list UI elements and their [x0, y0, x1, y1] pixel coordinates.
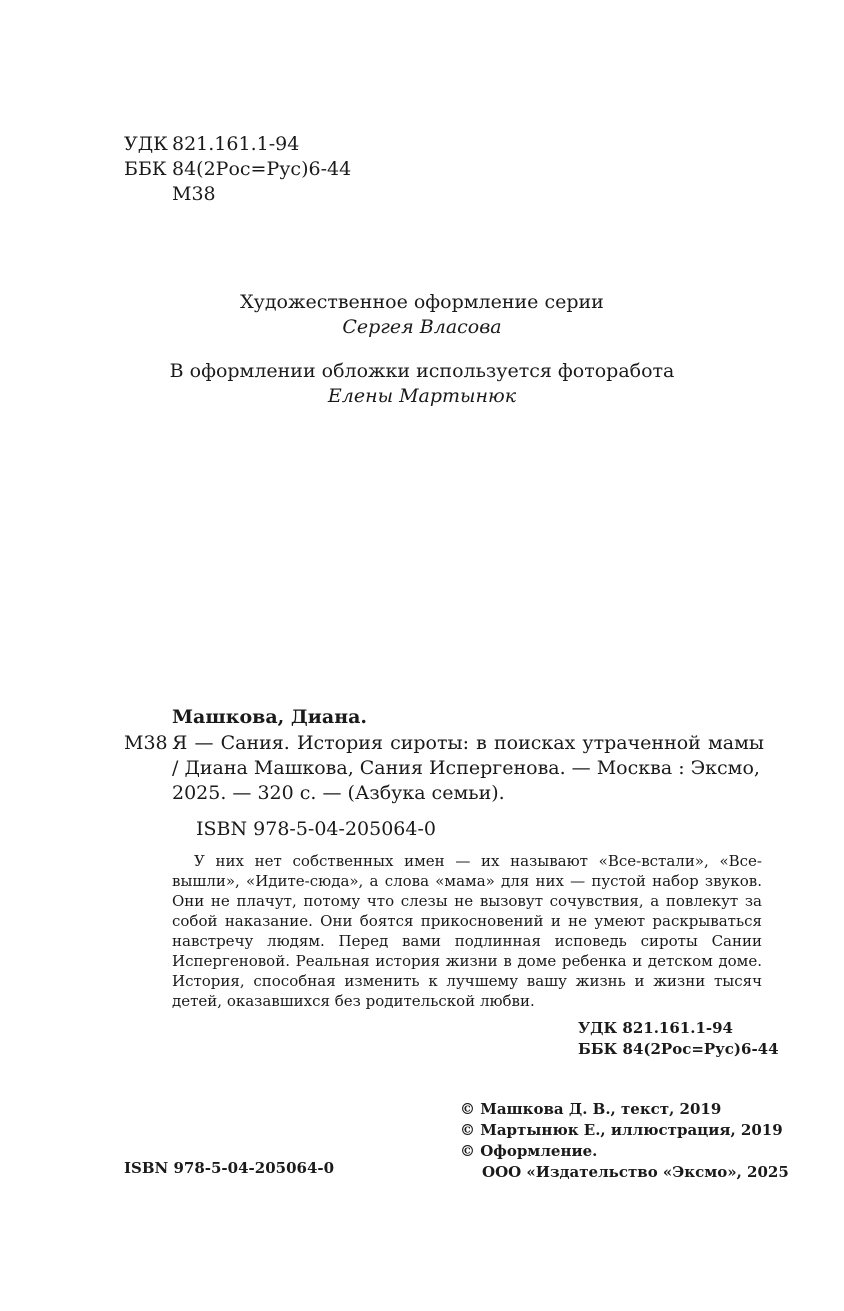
catalog-isbn: ISBN 978-5-04-205064-0 — [196, 818, 436, 840]
classification-codes — [124, 132, 351, 207]
bottom-classification-codes — [578, 1018, 779, 1060]
bbk-label: ББК — [124, 158, 167, 180]
catalog-description — [124, 731, 764, 806]
author-mark: М38 — [172, 183, 216, 205]
annotation: У них нет собственных имен — их называют «Все-встали», «Все-вышли», «Идите-сюда», а слова «мама» для них — пустой набор звуков. Они не плачут, потому что слезы не вызовут сочувствия, а повлекут за собой наказание. Они боятся прикосновений и не умеют раскрываться навстречу людям. Перед вами подлинная исповедь сироты Сании Испергеновой. Реальная история жизни в доме ребенка и детском доме. История, способная изменить к лучшему вашу жизнь и жизни тысяч детей, оказавшихся без родительской любви. — [172, 852, 762, 1010]
copyright-text: © Машкова Д. В., текст, 2019 — [460, 1100, 722, 1118]
bottom-bbk: ББК 84(2Рос=Рус)6-44 — [578, 1040, 779, 1058]
copyright-publisher: ООО «Издательство «Эксмо», 2025 — [482, 1163, 789, 1181]
bottom-udk: УДК 821.161.1-94 — [578, 1019, 733, 1037]
bottom-isbn: ISBN 978-5-04-205064-0 — [124, 1159, 335, 1177]
cover-photo-title: В оформлении обложки используется фоторабота — [169, 360, 675, 382]
udk-value: 821.161.1-94 — [172, 133, 300, 155]
series-design-author: Сергея Власова — [342, 316, 502, 338]
copyright-design: © Оформление. — [460, 1142, 598, 1160]
udk-label: УДК — [124, 133, 168, 155]
catalog-mark: М38 — [124, 732, 168, 754]
cover-photo-author: Елены Мартынюк — [327, 385, 517, 407]
catalog-description-main: Я — Сания. История сироты: в поисках утраченной мамы / Диана Машкова, Сания Испергенова. — Москва : Эксмо, — [172, 732, 764, 779]
bbk-row — [124, 157, 351, 182]
bbk-value: 84(2Рос=Рус)6-44 — [172, 158, 352, 180]
copyright-block — [460, 1099, 789, 1183]
udk-row — [124, 132, 351, 157]
copyright-illustration: © Мартынюк Е., иллюстрация, 2019 — [460, 1121, 783, 1139]
catalog-author-heading: Машкова, Диана. — [172, 706, 368, 728]
series-design-title: Художественное оформление серии — [240, 291, 604, 313]
catalog-description-tail: 2025. — 320 с. — (Азбука семьи). — [172, 782, 505, 804]
